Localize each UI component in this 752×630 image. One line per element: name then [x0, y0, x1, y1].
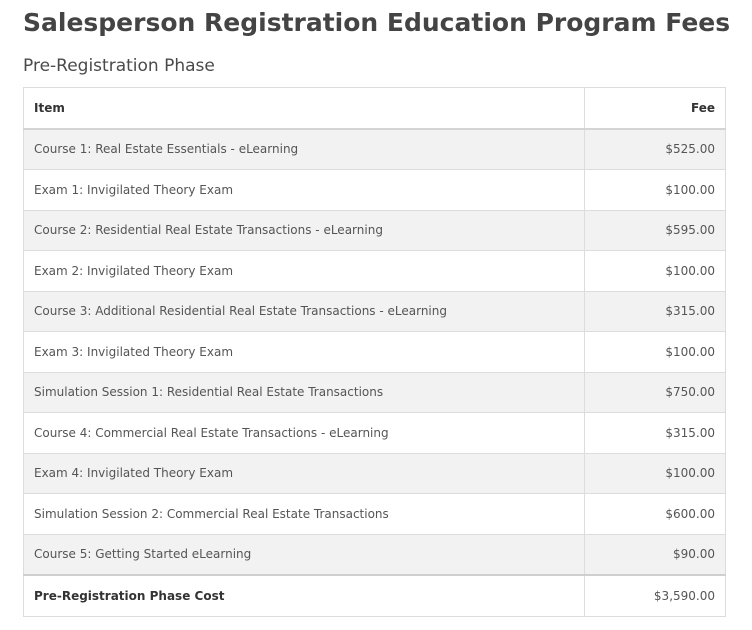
- total-label: Pre-Registration Phase Cost: [24, 575, 585, 617]
- table-row: [24, 251, 726, 292]
- row-fee-cell: $595.00: [585, 210, 726, 251]
- column-header-item: Item: [24, 88, 585, 129]
- row-item-cell: Exam 2: Invigilated Theory Exam: [24, 251, 585, 292]
- row-item-cell: Course 2: Residential Real Estate Transactions - eLearning: [24, 210, 585, 251]
- header-row: [24, 88, 726, 129]
- total-row: [24, 575, 726, 617]
- fees-table-footer: [24, 575, 726, 617]
- row-fee-cell: $525.00: [585, 129, 726, 170]
- row-item-cell: Course 1: Real Estate Essentials - eLearning: [24, 129, 585, 170]
- table-row: [24, 170, 726, 211]
- table-row: [24, 372, 726, 413]
- table-row: [24, 210, 726, 251]
- table-row: [24, 534, 726, 575]
- table-row: [24, 332, 726, 373]
- table-row: [24, 291, 726, 332]
- row-fee-cell: $100.00: [585, 170, 726, 211]
- row-item-cell: Course 5: Getting Started eLearning: [24, 534, 585, 575]
- fees-table: [23, 87, 726, 617]
- row-fee-cell: $100.00: [585, 453, 726, 494]
- row-fee-cell: $315.00: [585, 413, 726, 454]
- row-item-cell: Exam 1: Invigilated Theory Exam: [24, 170, 585, 211]
- table-row: [24, 413, 726, 454]
- row-fee-cell: $100.00: [585, 251, 726, 292]
- fees-table-header: [24, 88, 726, 129]
- table-row: [24, 453, 726, 494]
- row-item-cell: Simulation Session 2: Commercial Real Estate Transactions: [24, 494, 585, 535]
- fees-table-body: [24, 129, 726, 576]
- row-item-cell: Course 3: Additional Residential Real Estate Transactions - eLearning: [24, 291, 585, 332]
- section-subtitle: Pre-Registration Phase: [23, 56, 215, 76]
- row-fee-cell: $750.00: [585, 372, 726, 413]
- row-fee-cell: $315.00: [585, 291, 726, 332]
- column-header-fee: Fee: [585, 88, 726, 129]
- table-row: [24, 129, 726, 170]
- table-row: [24, 494, 726, 535]
- row-item-cell: Simulation Session 1: Residential Real Estate Transactions: [24, 372, 585, 413]
- row-fee-cell: $100.00: [585, 332, 726, 373]
- row-item-cell: Exam 3: Invigilated Theory Exam: [24, 332, 585, 373]
- page-title: Salesperson Registration Education Program Fees: [23, 8, 731, 37]
- row-fee-cell: $90.00: [585, 534, 726, 575]
- row-fee-cell: $600.00: [585, 494, 726, 535]
- total-fee: $3,590.00: [585, 575, 726, 617]
- row-item-cell: Exam 4: Invigilated Theory Exam: [24, 453, 585, 494]
- row-item-cell: Course 4: Commercial Real Estate Transactions - eLearning: [24, 413, 585, 454]
